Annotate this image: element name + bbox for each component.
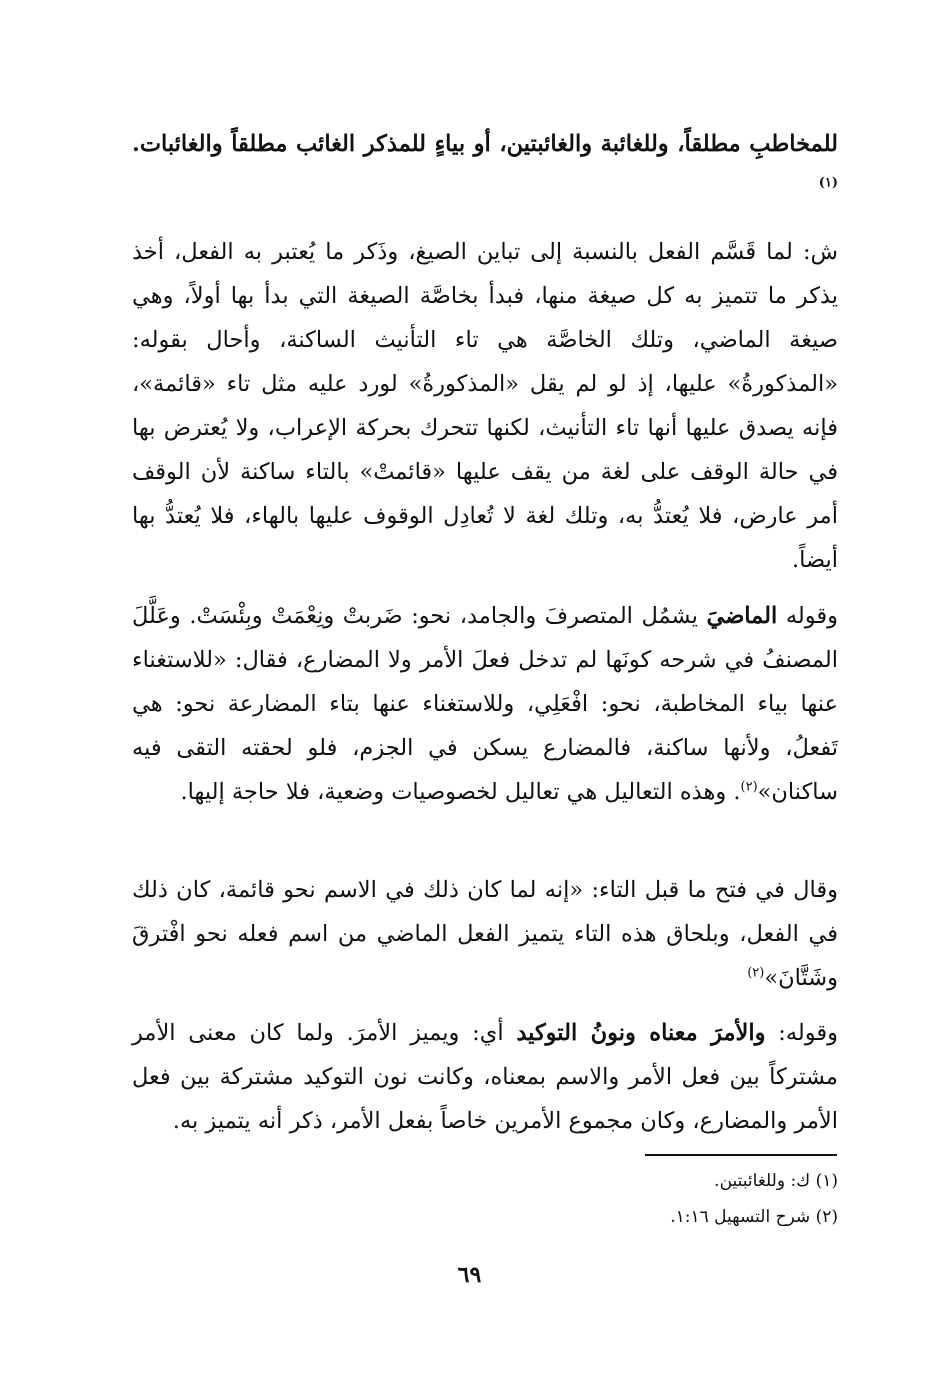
paragraph-3-keyword: الماضيَ [706,603,778,629]
footnote-ref-1: (١) [818,175,838,191]
paragraph-3 [132,594,838,814]
paragraph-3-text-b: . وهذه التعاليل هي تعاليل لخصوصيات وضعية، فلا حاجة إليها. [180,779,741,805]
paragraph-2: ش: لما قَسَّم الفعل بالنسبة إلى تباين الصيغ، وذَكر ما يُعتبر به الفعل، أخذ يذكر ما تتميز به كل صيغة منها، فبدأ بخاصَّة الصيغة التي بدأ بها أولاً، وهي صيغة الماضي، وتلك الخاصَّة هي تاء التأنيث الساكنة، وأحال بقوله: «المذكورةُ» عليها، إذ لو لم يقل «المذكورةُ» لورد عليه مثل تاء «قائمة»، فإنه يصدق عليها أنها تاء التأنيث، لكنها تتحرك بحركة الإعراب، ولا يُعترض بها في حالة الوقف على لغة من يقف عليها «قائمتْ» بالتاء ساكنة لأن الوقف أمر عارض، فلا يُعتدُّ به، وتلك لغة لا تُعادِل الوقوف عليها بالهاء، فلا يُعتدُّ بها أيضاً. [132,239,838,573]
footnote-1: (١) ك: وللغائبتين. [714,1171,838,1191]
paragraph-1 [132,122,838,210]
paragraph-5-lead: وقوله: [778,1020,838,1046]
paragraph-4-text: وقال في فتح ما قبل التاء: «إنه لما كان ذلك في الاسم نحو قائمة، كان ذلك في الفعل، وبلحاق هذه التاء يتميز الفعل الماضي من اسم فعله نحو افْترقَ وشَتَّانَ» [132,877,838,991]
paragraph-5 [132,1011,838,1143]
page-number: ٦٩ [457,1262,482,1288]
footnote-ref-2: (٢) [740,779,758,795]
paragraph-3-text-a: يشمُل المتصرفَ والجامد، نحو: ضَربتْ ونِعْمَتْ وبِئْسَتْ. وعَلَّلَ المصنفُ في شرحه كونَها لم تدخل فعلَ الأمر ولا المضارع، فقال: «للاستغناء عنها بياء المخاطبة، نحو: افْعَلِي، وللاستغناء عنها بتاء المضارعة نحو: هي تَفعلُ، ولأنها ساكنة، فالمضارع يسكن في الجزم، فلو لحقته التقى فيه ساكنان» [132,603,838,805]
footnote-ref-3: (٢) [747,965,765,981]
paragraph-5-text: أي: ويميز الأمرَ. ولما كان معنى الأمر مشتركاً بين فعل الأمر والاسم بمعناه، وكانت نون التوكيد مشتركة بين فعل الأمر والمضارع، وكان مجموع الأمرين خاصاً بفعل الأمر، ذكر أنه يتميز به. [132,1020,838,1134]
paragraph-3-lead: وقوله [785,603,839,629]
footnote-separator [645,1154,837,1156]
paragraph-5-keyword: والأمرَ معناه ونونُ التوكيد [516,1020,766,1046]
footnote-2: (٢) شرح التسهيل ١:١٦. [670,1207,838,1227]
paragraph-1-text: للمخاطبِ مطلقاً، وللغائبة والغائبتين، أو بياءٍ للمذكر الغائب مطلقاً والغائبات. [132,131,838,157]
paragraph-4 [132,868,838,1000]
